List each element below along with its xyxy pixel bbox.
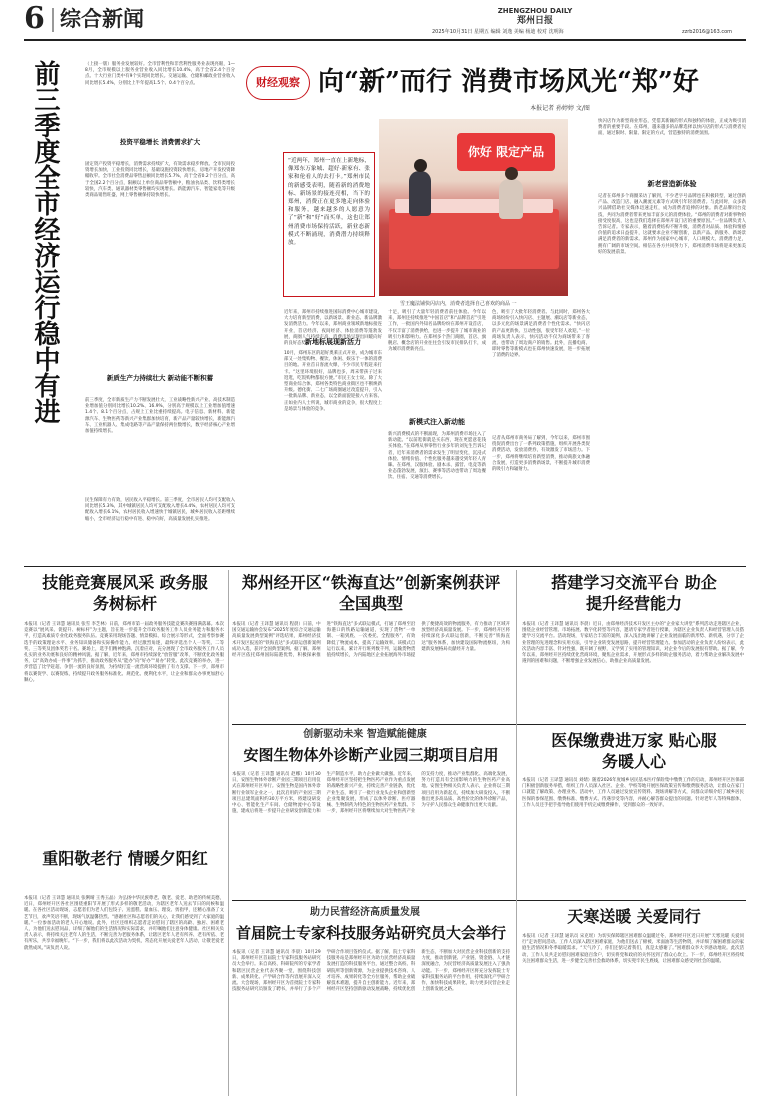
section-rule-2 — [232, 724, 746, 725]
feature-callout — [283, 152, 375, 297]
lead-body-2: 前三季度，全市新质生产力不断发展壮大，工业战略性新兴产业、高技术制造业增加值分别同比增长10.2%、16.9%，分别高于规模以上工业增加值增速1.4个、8.1个百分点，占规上工业比重持续提高。电子信息、新材料、新能源汽车、生物医药等新兴产业集群加快培育，新产品产量较快增长，新能源汽车、工业机器人、集成电路等产品产量保持两位数增长，数字经济核心产业增加值持续增长。 — [85, 398, 235, 435]
feature-col2-text: 十足，吸引了大量年轻消费者前往体验。今年以来，郑州还持续推进“中国首店”和“品牌首店”引进工作，一批国内外知名品牌纷纷在郑州开设首店，不仅丰富了消费供给，也进一步提升了城市商业的吸引力和影响力。在郑州多个热门商圈，首店、旗舰店、概念店的开业往往会引发市民排队打卡，成为城市消费新亮点。 — [388, 310, 486, 353]
elderly-body: 本报讯（记者 王译慧 通讯员 张俐晴 王秀玉晶）为弘扬中华民族尊老、敬老、爱老、助老的传统美德，近日，郑州经开区各社区围绕重阳节开展了形式多样的敬老活动，为辖区老年人送去节日的问候和温暖。在各社区活动现场，志愿者们为老人们包饺子、送蛋糕、量血压、理发、剪指甲，还精心准备了文艺节目，欢声笑语不断，现场气氛温馨热烈。“感谢社区和志愿者们的关心，让我们感受到了大家庭的温暖。”一位参加活动的老人开心地说。此外，社区还组织志愿者走访慰问了辖区的高龄、独居、困难老人，为他们送去慰问品，详细了解他们的生活情况和实际需求，并叮嘱他们注意身体健康。社区相关负责人表示，将持续关注老年人的生活，不断完善为老服务体系，让辖区老年人老有所养、老有所依、老有所乐，共享幸福晚年。“下一步，我们将以此次活动为契机，常态化开展关爱老年人活动，让敬老爱老蔚然成风。”该负责人说。 — [24, 896, 224, 951]
photo-shopper-head — [414, 159, 427, 172]
feature-col3-text2: 记者从郑州市商务局了解到，今年以来，郑州市围绕促消费出台了一系列政策措施，组织开展各类促消费活动，发放消费券，有效激发了市场活力。下一步，郑州将继续培育新型消费，推动商旅文体融合发展，打造更多消费新场景，不断提升城市消费的吸引力和辐射力。 — [492, 436, 590, 473]
biotech-headline: 安图生物体外诊断产业园三期项目启用 — [243, 746, 499, 764]
photo-sign: 你好 限定产品 — [457, 133, 555, 171]
paper-name-cn: 郑州日报 — [516, 16, 553, 26]
medical-headline: 医保缴费进万家 贴心服务暖人心 — [551, 731, 717, 771]
lead-paragraph: （上接一版）服务业发展较好。全市营利性和非营利性服务业表现亮眼，1—8月，全市规模以上服务业营业收入同比增长10.4%，高于全省2.4个百分点。十大行业门类中有9个实现同比增长。交通运输、仓储和邮政业营业收入同比增长5.4%，分别比上半年提高1.5个、0.4个百分点。 — [85, 62, 235, 86]
academician-headline: 首届院士专家科技服务站研究员大会举行 — [235, 924, 506, 942]
lead-body-1: 固定资产投资平稳增长，消费需求持续扩大，有效需求稳步释放。全市民间投资增长加快，工业投资同比增长，基础设施投资较快增长，房地产开发投资降幅收窄。全市社会消费品零售总额同比增长5.7%，高于全省0.2个百分点，高于全国2.2个百分点，限额以上单位商品零售额中，粮油食品类、饮料类增长较快，汽车类、通讯器材类零售额均实现增长。新能源汽车、智能家电等升级类商品销售旺盛，网上零售额保持较快增长。 — [85, 162, 235, 199]
biotech-kicker: 创新驱动未来 智造赋能健康 — [303, 729, 427, 740]
skills-headline: 技能竞赛展风采 政务服务树标杆 — [42, 573, 208, 613]
date-line: 2025年10月31日 星期五 编辑 刘逸 美编 杨迪 校对 沈明海 — [432, 29, 564, 35]
skills-body: 本报讯（记者 王译慧 通讯员 张雪 李芝林）日前，郑州市第一届政务服务技能竞赛决赛圆满落幕。本次竞赛以“展风采、促提升、树标杆”为主题，旨在进一步提升全市政务服务工作人员业务能力和服务水平，打造高素质专业化政务服务队伍。竞赛采用现场答题、情景模拟、综合展示等形式，全面考察参赛选手的政策理论水平、业务知识储备和实际操作能力。经过激烈角逐，最终评选出个人一等奖、二等奖、三等奖及团体奖若干名。赛场上，选手们精神饱满、沉着应对，充分展现了全市政务服务工作人员扎实的业务功底和良好的精神风貌。据了解，近年来，郑州市持续深化“放管服”改革，不断优化政务服务，以“高效办成一件事”为抓手，推动政务服务从“能办”向“好办”“易办”转变。此次竞赛的举办，进一步营造了比学赶超、争创一流的良好氛围，为持续打造一流营商环境提供了有力支撑。下一步，郑州市将以赛促学、以赛促练，持续提升政务服务标准化、规范化、便利化水平，让企业和群众办事更加舒心顺心。 — [24, 622, 224, 683]
railway-headline: 郑州经开区“铁海直达”创新案例获评全国典型 — [241, 573, 501, 613]
elderly-headline: 重阳敬老行 情暖夕阳红 — [42, 849, 208, 868]
column-divider-right — [516, 570, 517, 1096]
winter-headline: 天寒送暖 关爱同行 — [567, 907, 701, 926]
paper-name-en: ZHENGZHOU DAILY — [497, 7, 573, 15]
railway-body: 本报讯（记者 王译慧 通讯员 程晨）日前，中国交通运输协会发布“2025年度综合交通运输高质量发展典型案例”评选结果，郑州经济技术开发区报送的“铁海直达”多式联运创新案例成功入选，获评全国典型案例。据了解，郑州经开区依托郑州国际陆港优势，积极探索推进“铁海直达”多式联运模式，打通了郑州至沿海港口的铁路运输通道，实现了货物“一单制、一箱到底、一次委托、全程服务”，有效降低了物流成本，提高了运输效率。该模式自运行以来，累计开行班列数千列，运输货物货值持续增长，为内陆地区企业拓展海外市场提供了便捷高效的物流服务，有力推动了区域开放型经济高质量发展。下一步，郑州经开区将持续深化多式联运创新，不断完善“铁海直达”服务体系，加快建设国际物流枢纽，为构建新发展格局贡献经开力量。 — [232, 622, 510, 659]
feature-headline: 向“新”而行 消费市场风光“郑”好 — [318, 67, 699, 97]
biotech-body: 本报讯（记者 王译慧 通讯员 赵娜）10月30日，安图生物体外诊断产业园三期项目启用仪式在郑州经开区举行。安图生物是国内体外诊断行业领军企业之一，此次启用的产业园三期项目总建筑面积约30万平方米，将建设研发中心、智能化生产车间、仓储物流中心等设施，建成后将进一步提升企业研发创新能力和生产制造水平，助力企业做大做强。近年来，郑州经开区坚持把生物医药产业作为重点发展的战略性新兴产业，持续完善产业链条，优化产业生态，吸引了一批行业龙头企业和创新型企业集聚发展，形成了以体外诊断、医疗器械、生物制药为特色的生物医药产业集群。下一步，郑州经开区将继续加大对生物医药产业的支持力度，推动产业集群化、高端化发展，努力打造具有全国影响力的生物医药产业高地。安图生物相关负责人表示，企业将以三期项目启用为新起点，持续加大研发投入，不断推出更多高品质、高性价比的体外诊断产品，为守护人民群众生命健康作出更大贡献。 — [232, 772, 510, 815]
academician-body: 本报讯（记者 王译慧 通讯员 李晨）10月29日，郑州经开区首届院士专家科技服务站研究员大会举行。来自高校、科研院所的专家学者和辖区民营企业代表齐聚一堂，围绕科技创新、成果转化、产学研合作等内容展开深入交流。大会现场，郑州经开区为首批院士专家科技服务站研究员颁发了聘书，并举行了多个产学研合作项目签约仪式。据了解，院士专家科技服务站是郑州经开区为助力民营经济高质量发展打造的科技服务平台，通过整合高校、科研院所等创新资源，为企业提供技术咨询、人才培养、成果转化等全方位服务，帮助企业破解技术难题，提升自主创新能力。近年来，郑州经开区坚持创新驱动发展战略，持续优化创新生态，不断加大对民营企业科技创新的支持力度，推动创新链、产业链、资金链、人才链深度融合，为民营经济高质量发展注入了强劲动能。下一步，郑州经开区将充分发挥院士专家科技服务站的平台作用，持续深化产学研合作，加快科技成果转化，助力更多民营企业走上创新发展之路。 — [232, 950, 510, 993]
page-number: 6 — [24, 1, 45, 36]
feature-byline: 本报记者 孙婷婷 文/图 — [530, 105, 590, 112]
photo-caption: 雪王魔法铺快闪店内，消费者选择自己喜欢的商品 一 — [400, 301, 517, 307]
feature-col4-text2: 记者在郑州多个商圈采访了解到，不少老字号品牌也在积极转型，通过创新产品、改造门店、融入潮流元素等方式吸引年轻消费者。与此同时，众多新兴品牌借助社交媒体迅速走红，成为消费者追捧的对象。新老品牌同台竞技，共同为消费者带来更加丰富多元的消费体验。“郑州的消费者对新事物的接受度很高，这也是我们选择在郑州开设门店的重要原因。”一位品牌负责人告诉记者。专家表示，随着消费结构不断升级，消费者对品质、体验和情感价值的追求日益提升，这就要求企业不断创新，以新产品、新服务、新场景满足消费者的新需求。郑州作为国家中心城市，人口规模大、消费潜力足，拥有广阔的市场空间。相信在各方共同努力下，郑州消费市场将迎来更加美好的发展前景。 — [598, 194, 746, 255]
masthead-divider — [52, 8, 54, 32]
feature-photo — [379, 119, 568, 296]
lead-subhead-2: 新质生产力持续壮大 新动能不断积蓄 — [106, 374, 214, 382]
photo-shelf — [389, 209, 559, 269]
section-rule-1 — [24, 566, 746, 567]
email: zzrb2016@163.com — [682, 29, 733, 35]
masthead — [0, 0, 761, 40]
masthead-rule — [24, 39, 746, 41]
callout-text: “近两年，郑州一直在上新地标，像郑东万象城、超好·新家有、张家和伦看人的去打卡。”郑州市民的新感受表明，随着新的消费地标、新场景的接连亮相，当下的郑州，消费正在更多地走向体验和服务，越来越多的人愿意为了“新”和“好”而买单，这也让郑州消费市场保持活跃，新业态新模式不断涌现，消费潜力持续释放。 — [288, 158, 370, 247]
feature-col4-text: 快闪店作为新型商业形态，凭借其新颖的形式和独特的体验，正成为吸引消费者的重要手段。在郑州，越来越多的品牌选择以快闪店的形式与消费者见面，通过限时、限量、限定的方式，营造独特的消费氛围。 — [598, 119, 746, 137]
feature-col2-text2: 新兴消费模式的不断涌现，为郑州消费市场注入了新动能。“以前逛街就是买东西，现在更愿意花钱买体验。”在郑州从事零售行业多年的刘先生告诉记者，近年来消费者的需求发生了明显变化，沉浸式体验、情绪价值、个性化服务越来越受到年轻人青睐。在郑州，汉服体验、剧本杀、露营、电竞等新业态蓬勃发展，演出、赛事等活动也带动了周边餐饮、住宿、交通等消费增长。 — [388, 432, 486, 481]
lead-body-3: 民生保障有力有效，居民收入平稳增长。前三季度，全市居民人均可支配收入同比增长5.3%，其中城镇居民人均可支配收入增长4.4%，农村居民人均可支配收入增长6.1%，农村居民收入增速快于城镇居民，城乡居民收入差距继续缩小，全市经济运行稳中有进、稳中向好，高质量发展扎实推进。 — [85, 498, 235, 522]
feature-col4-subhead: 新老营造新体验 — [647, 180, 697, 188]
photo-shopper — [409, 171, 431, 216]
lead-story — [85, 62, 235, 572]
medical-body: 本报讯（记者 王译慧 通讯员 刘婧）随着2026年度城乡居民基本医疗保险集中缴费工作的启动，郑州经开区医保部门积极创新服务举措，组织工作人员深入社区、企业、学校等地开展医保政策宣传和缴费服务活动，让群众在家门口就能了解政策、办理业务。活动中，工作人员通过发放宣传资料、现场讲解等方式，向群众详细介绍了城乡居民医保的参保范围、缴费标准、缴费方式、待遇享受等内容，并耐心解答群众提出的问题。针对老年人等特殊群体，工作人员还手把手指导他们使用手机完成缴费操作，受到群众的一致好评。 — [522, 778, 744, 808]
feature-col1-subhead: 新地标展现新活力 — [305, 338, 361, 346]
academician-kicker: 助力民营经济高质量发展 — [310, 907, 420, 918]
winter-body: 本报讯（记者 王译慧 通讯员 宋克瑶）为切实保障辖区困难群众温暖过冬，郑州经开区近日开展“天寒送暖 关爱同行”走访慰问活动。工作人员深入辖区困难家庭，为他们送去了棉被、米面油等生活物资，并详细了解困难群众的家庭生活情况和冬季取暖需求。“天气冷了，你们还惦记着我们，真是太感谢了。”困难群众李大爷感动地说。此次活动，工作人员共走访慰问困难家庭百余户，切实将党和政府的关怀送到了群众心坎上。下一步，郑州经开区将持续关注困难群众生活，进一步健全完善社会救助体系，切实兜牢民生底线，让困难群众感受到社会的温暖。 — [522, 934, 744, 964]
column-divider-left — [228, 570, 229, 1096]
feature-col1-text2: 10月，郑州东区的超好奥莱正式开业，成为城市东部又一处集购物、餐饮、休闲、娱乐于一体的消费目的地。开业首日客流火爆，不少市民专程赶来打卡。“这里环境很好，品牌也多，周末带孩子过来逛逛，吃饭购物都很方便。”市民王女士说。除了大型商业综合体，郑州各类特色商业街区也不断焕新升级。德化街、二七广场商圈通过改造提升，引入一批新品牌、新业态，以全新面貌迎接八方来客。正如业内人士所说，城市商业的竞争，很大程度上是场景与体验的竞争。 — [284, 351, 382, 412]
youth-headline: 搭建学习交流平台 助企提升经营能力 — [551, 573, 717, 613]
lead-subhead-1: 投资平稳增长 消费需求扩大 — [119, 138, 201, 146]
feature-col3-text: 色，吸引了大批年轻消费者。与此同时，郑州各大商场纷纷引入快闪店、主题展、潮玩店等新业态，以多元化的场景满足消费者个性化需求。“快闪店的产品更新快、互动性强，很受年轻人欢迎。”一位商场负责人表示，快闪活动不仅为商场带来了客流，也带动了周边商户的销售。此外，直播电商、即时零售等新模式也在郑州快速发展，进一步拓展了消费的边界。 — [492, 310, 590, 359]
section-rule-3 — [232, 900, 746, 901]
brand-label: 财经观察 — [246, 66, 310, 100]
photo-shopper-2-head — [505, 167, 518, 180]
feature-col2-subhead: 新模式注入新动能 — [409, 418, 465, 426]
youth-body: 本报讯（记者 王译慧 通讯员 李晨）近日，由郑州经济技术开发区主办的“企业家大讲堂”系列活动走进辖区企业，围绕企业经营管理、市场拓展、数字化转型等内容，邀请专家学者进行授课，为辖区企业负责人和经营管理人员搭建学习交流平台。活动现场，专家结合丰富的案例，深入浅出地讲解了企业发展面临的新形势、新机遇，分享了企业管理的先进理念和实用方法，引导企业转变发展思路，提升经营管理能力。参加活动的企业负责人纷纷表示，此次活动内容丰富、针对性强，既开阔了视野，又学到了实用的管理知识，对企业今后的发展很有帮助。据了解，今年以来，郑州经开区持续优化营商环境，聚焦企业需求，开展形式多样的助企服务活动，着力帮助企业解决发展中遇到的困难和问题，不断增强企业发展信心，助推企业高质量发展。 — [522, 622, 744, 665]
lead-headline-text: 前三季度全市经济运行稳中有进 — [30, 60, 60, 424]
lead-story-vertical-headline — [26, 60, 58, 535]
section-name: 综合新闻 — [60, 6, 144, 31]
feature-col1-text: 近年来，郑州市持续推进国际消费中心城市建设，大力培育新型消费，以新场景、新业态、新品牌激发消费活力。今年以来，郑州商业领域新地标接连开业，首店经济、夜间经济、体验消费等蓬勃发展，商圈人气持续走高，消费市场呈现出回暖向好的良好态势。 — [284, 310, 382, 347]
photo-shopper-2 — [499, 179, 523, 219]
